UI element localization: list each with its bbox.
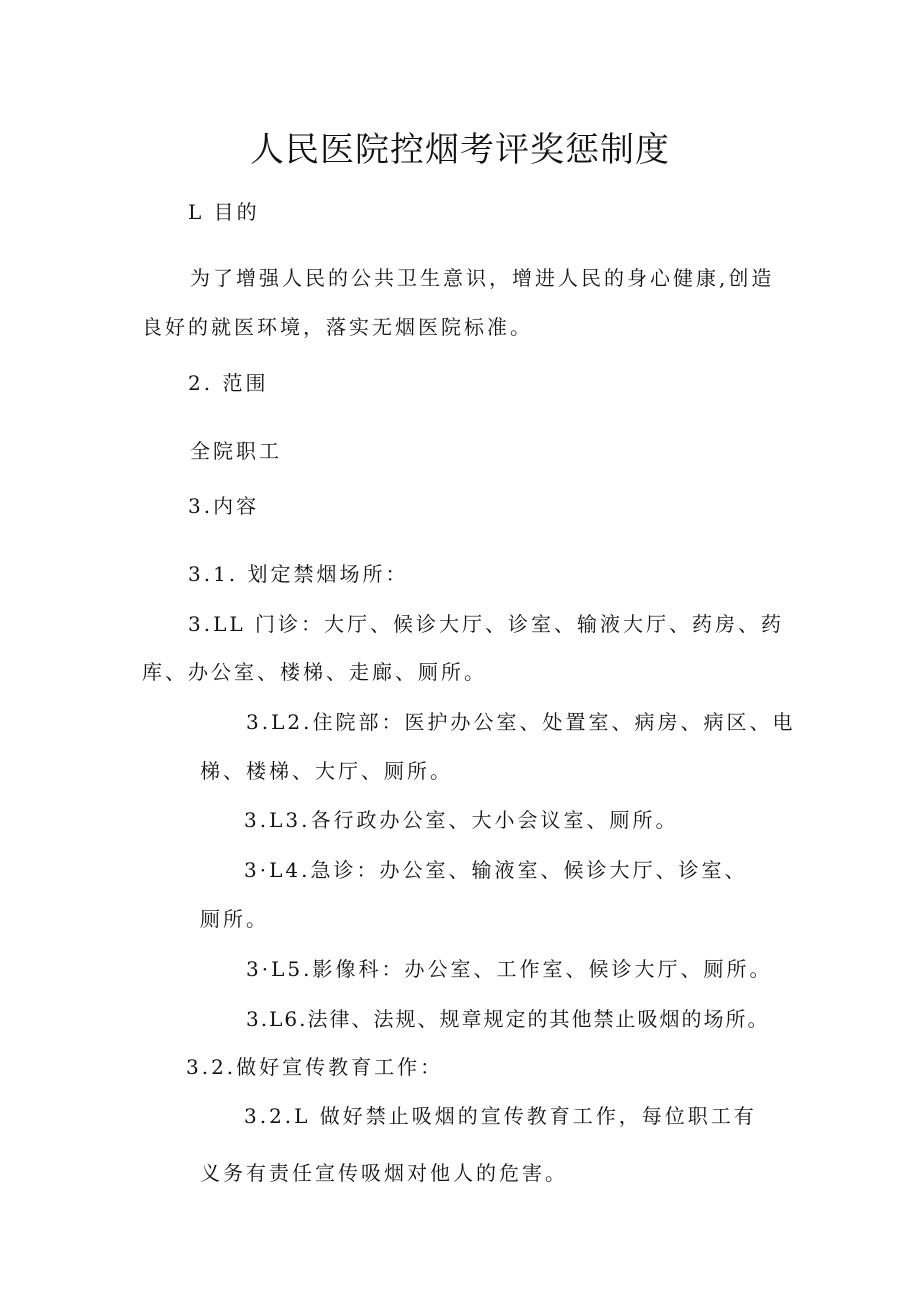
- purpose-paragraph-line-2: 良好的就医环境，落实无烟医院标准。: [142, 315, 533, 339]
- item-3-1-1-line-2: 库、办公室、楼梯、走廊、厕所。: [142, 660, 487, 684]
- item-3-1-5: 3·L5.影像科：办公室、工作室、候诊大厅、厕所。: [246, 957, 773, 981]
- item-3-2-1-line-1: 3.2.L 做好禁止吸烟的宣传教育工作，每位职工有: [244, 1104, 757, 1128]
- section-2-heading: 2. 范围: [188, 371, 269, 395]
- item-3-1-2-line-1: 3.L2.住院部：医护办公室、处置室、病房、病区、电: [246, 710, 796, 734]
- item-3-1-6: 3.L6.法律、法规、规章规定的其他禁止吸烟的场所。: [246, 1007, 770, 1031]
- item-3-2: 3.2.做好宣传教育工作：: [186, 1055, 444, 1079]
- section-1-heading: L 目的: [188, 200, 260, 224]
- item-3-1-1-line-1: 3.LL 门诊：大厅、候诊大厅、诊室、输液大厅、药房、药: [188, 612, 785, 636]
- item-3-1-4-line-2: 厕所。: [200, 907, 269, 931]
- item-3-2-1-line-2: 义务有责任宣传吸烟对他人的危害。: [200, 1161, 568, 1185]
- item-3-1-4-line-1: 3·L4.急诊：办公室、输液室、候诊大厅、诊室、: [244, 858, 748, 882]
- scope-text: 全院职工: [190, 439, 282, 463]
- section-3-heading: 3.内容: [188, 494, 260, 518]
- document-title: 人民医院控烟考评奖惩制度: [250, 130, 670, 170]
- item-3-1: 3.1. 划定禁烟场所：: [188, 562, 409, 586]
- item-3-1-3: 3.L3.各行政办公室、大小会议室、厕所。: [244, 808, 679, 832]
- purpose-paragraph-line-1: 为了增强人民的公共卫生意识，增进人民的身心健康,创造: [190, 266, 775, 290]
- item-3-1-2-line-2: 梯、楼梯、大厅、厕所。: [200, 759, 453, 783]
